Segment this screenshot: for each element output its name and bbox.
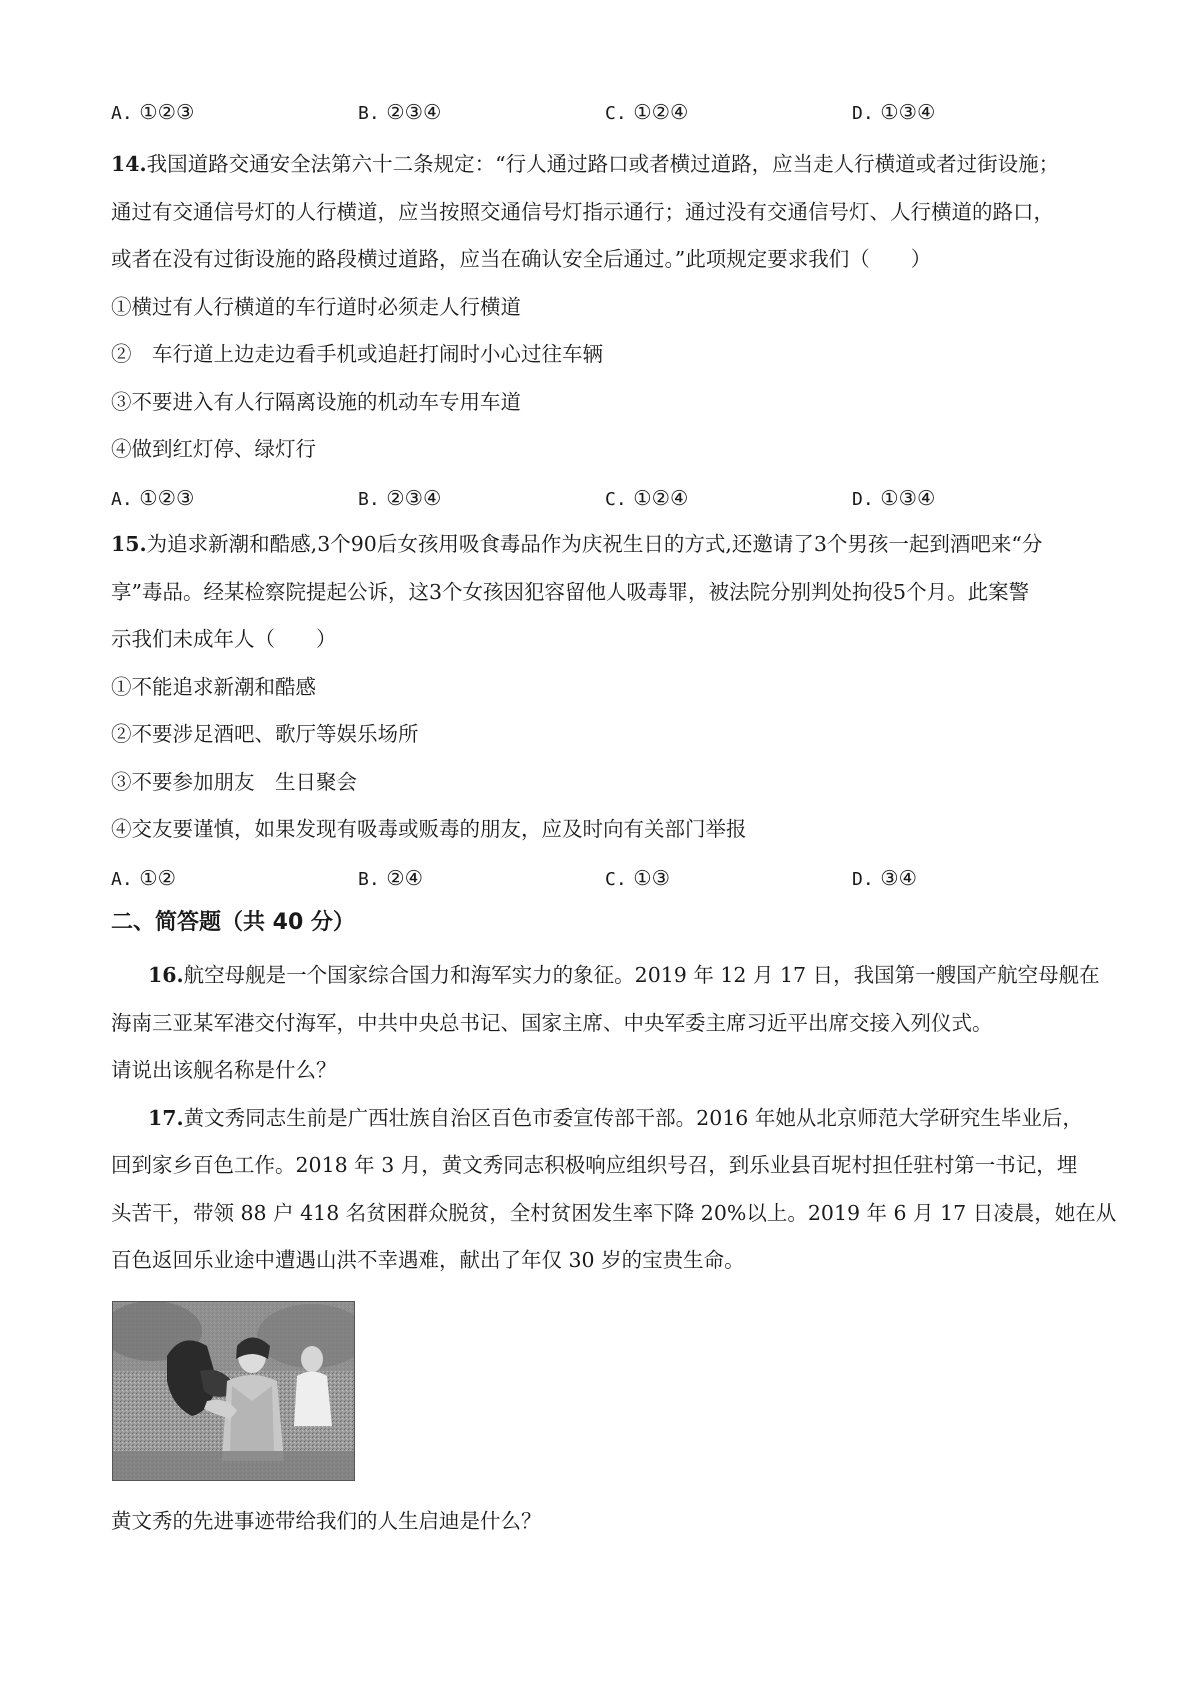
- q14-item-2: ② 车行道上边走边看手机或追赶打闹时小心过往车辆: [111, 342, 603, 366]
- q15-item-1: ①不能追求新潮和酷感: [111, 675, 316, 699]
- q13-option-b: B. ②③④: [358, 100, 442, 124]
- q17-stem-line-1: 17.黄文秀同志生前是广西壮族自治区百色市委宣传部干部。2016 年她从北京师范大学研究生毕业后，: [148, 1106, 1083, 1130]
- q13-option-a: A. ①②③: [111, 100, 195, 124]
- q17-stem-line-3: 头苦干，带领 88 户 418 名贫困群众脱贫，全村贫困发生率下降 20%以上。2019 年 6 月 17 日凌晨，她在从: [111, 1201, 1117, 1225]
- q14-item-1: ①横过有人行横道的车行道时必须走人行横道: [111, 295, 521, 319]
- q14-option-b: B. ②③④: [358, 486, 442, 510]
- q15-item-2: ②不要涉足酒吧、歌厅等娱乐场所: [111, 722, 419, 746]
- q15-stem-line-1: 15.为追求新潮和酷感,3个90后女孩用吸食毒品作为庆祝生日的方式,还邀请了3个男孩一起到酒吧来“分: [111, 532, 1043, 556]
- q15-option-b: B. ②④: [358, 866, 423, 890]
- q17-question: 黄文秀的先进事迹带给我们的人生启迪是什么？: [111, 1509, 542, 1533]
- q14-stem-line-1: 14.我国道路交通安全法第六十二条规定：“行人通过路口或者横过道路，应当走人行横道或者过街设施；: [111, 152, 1060, 176]
- q14-option-c: C. ①②④: [605, 486, 689, 510]
- q16-stem-line-1: 16.航空母舰是一个国家综合国力和海军实力的象征。2019 年 12 月 17 日，我国第一艘国产航空母舰在: [148, 963, 1100, 987]
- q17-stem-line-2: 回到家乡百色工作。2018 年 3 月，黄文秀同志积极响应组织号召，到乐业县百坭村担任驻村第一书记，埋: [111, 1153, 1078, 1177]
- q15-item-3: ③不要参加朋友 生日聚会: [111, 770, 357, 794]
- q15-stem-line-2: 享”毒品。经某检察院提起公诉，这3个女孩因犯容留他人吸毒罪，被法院分别判处拘役5个月。此案警: [111, 580, 1030, 604]
- q13-option-c: C. ①②④: [605, 100, 689, 124]
- q17-stem-line-4: 百色返回乐业途中遭遇山洪不幸遇难，献出了年仅 30 岁的宝贵生命。: [111, 1248, 745, 1272]
- q15-options: [111, 864, 1091, 892]
- q15-stem-line-3: 示我们未成年人（ ）: [111, 627, 337, 651]
- q16-stem-line-2: 海南三亚某军港交付海军，中共中央总书记、国家主席、中央军委主席习近平出席交接入列仪式。: [111, 1011, 993, 1035]
- q14-item-3: ③不要进入有人行隔离设施的机动车专用车道: [111, 390, 521, 414]
- q15-option-a: A. ①②: [111, 866, 176, 890]
- q15-option-d: D. ③④: [852, 866, 917, 890]
- q16-question: 请说出该舰名称是什么？: [111, 1058, 337, 1082]
- q14-item-4: ④做到红灯停、绿灯行: [111, 437, 316, 461]
- q14-options: [111, 484, 1091, 512]
- section-heading: 二、简答题（共 40 分）: [111, 910, 355, 935]
- q14-option-a: A. ①②③: [111, 486, 195, 510]
- q14-stem-line-2: 通过有交通信号灯的人行横道，应当按照交通信号灯指示通行；通过没有交通信号灯、人行横道的路口，: [111, 200, 1054, 224]
- q14-option-d: D. ①③④: [852, 486, 936, 510]
- q13-options: [111, 98, 1091, 126]
- q14-stem-line-3: 或者在没有过街设施的路段横过道路，应当在确认安全后通过。”此项规定要求我们（ ）: [111, 247, 932, 271]
- huang-wenxiu-photo: [112, 1301, 355, 1481]
- q15-option-c: C. ①③: [605, 866, 670, 890]
- q15-item-4: ④交友要谨慎，如果发现有吸毒或贩毒的朋友，应及时向有关部门举报: [111, 817, 747, 841]
- q13-option-d: D. ①③④: [852, 100, 936, 124]
